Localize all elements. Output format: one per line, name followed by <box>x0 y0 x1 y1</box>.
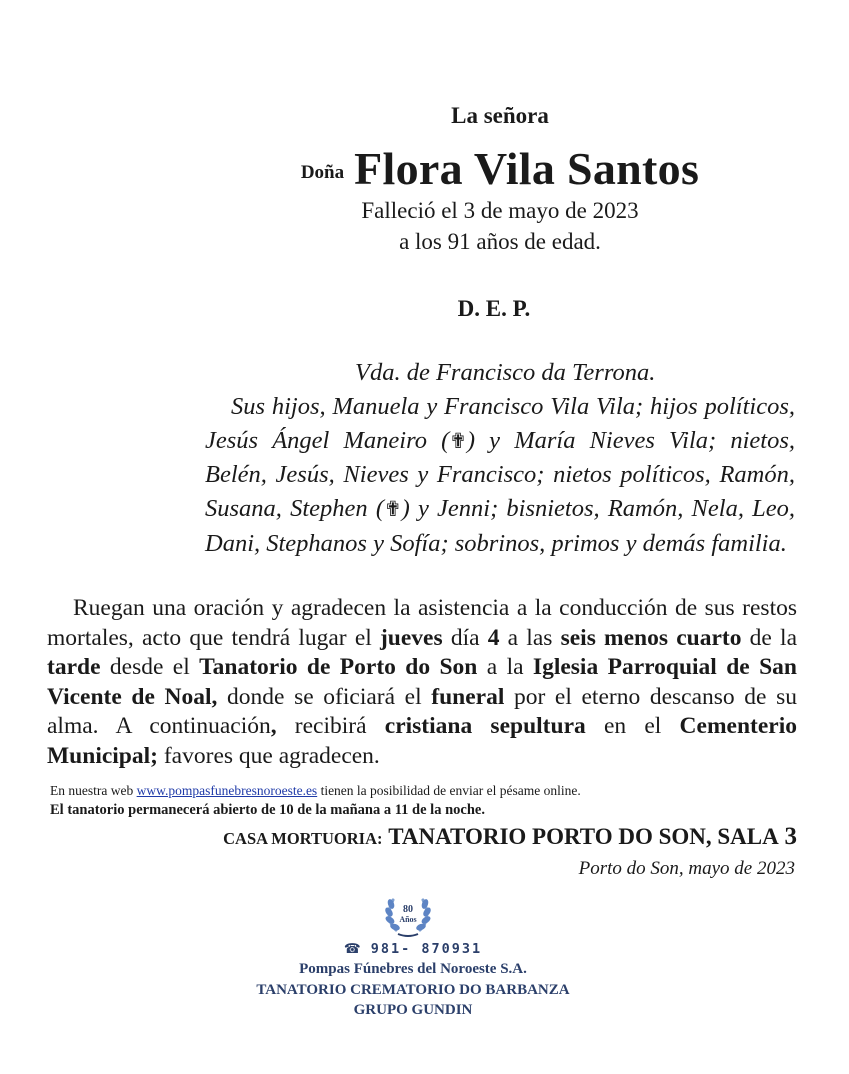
telephone-icon: ☎ <box>343 941 361 957</box>
logo-years: Años <box>399 915 417 924</box>
title-la-senora: La señora <box>451 103 549 128</box>
mortuoria-place: TANATORIO PORTO DO SON, SALA <box>388 824 779 849</box>
deceased-name: Flora Vila Santos <box>354 143 700 194</box>
web-note: En nuestra web www.pompasfunebresnoroeste.es tienen la posibilidad de enviar el pésame online. <box>50 783 581 798</box>
company-name: Pompas Fúnebres del Noroeste S.A. <box>299 961 527 977</box>
family-block <box>205 356 795 561</box>
logo-number: 80 <box>403 904 413 915</box>
dep-line: D. E. P. <box>457 296 531 321</box>
anniversary-logo <box>382 890 434 940</box>
place-date: Porto do Son, mayo de 2023 <box>578 858 795 879</box>
name-prefix: Doña <box>300 162 345 183</box>
crematorio-name: TANATORIO CREMATORIO DO BARBANZA <box>256 982 570 998</box>
hours-note: El tanatorio permanecerá abierto de 10 de la mañana a 11 de la noche. <box>50 802 485 818</box>
cross-icon: ✟ <box>384 497 402 522</box>
laurel-wreath-icon <box>382 890 434 940</box>
casa-mortuoria-label: CASA MORTUORIA: <box>223 829 383 848</box>
sala-number: 3 <box>784 823 797 850</box>
family-list: Sus hijos, Manuela y Francisco Vila Vila; hijos políticos, Jesús Ángel Maneiro (✟) y María Nieves Vila; nietos, Belén, Jesús, Nieves y Francisco; nietos políticos, Ramón, Susana, Stephen (✟) y Jenni; bisnietos, Ramón, Nela, Leo, Dani, Stephanos y Sofía; sobrinos, primos y demás familia. <box>205 392 796 557</box>
group-name: GRUPO GUNDIN <box>353 1002 473 1018</box>
deceased-name-line <box>0 142 849 195</box>
website-link[interactable]: www.pompasfunebresnoroeste.es <box>136 783 318 798</box>
cross-icon: ✟ <box>449 428 467 453</box>
age-line: a los 91 años de edad. <box>399 229 601 254</box>
death-date-line: Falleció el 3 de mayo de 2023 <box>361 198 639 223</box>
casa-mortuoria-line <box>223 823 797 851</box>
widow-line: Vda. de Francisco da Terrona. <box>355 359 656 386</box>
phone-line <box>0 941 826 957</box>
phone-number: 981- 870931 <box>370 941 483 957</box>
announcement-paragraph: Ruegan una oración y agradecen la asistencia a la conducción de sus restos mortales, acto que tendrá lugar el jueves día 4 a las seis menos cuarto de la tarde desde el Tanatorio de Porto do Son a la Iglesia Parroquial de San Vicente de Noal, donde se oficiará el funeral por el eterno descanso de su alma. A continuación, recibirá cristiana sepultura en el Cementerio Municipal; favores que agradecen. <box>47 595 798 769</box>
